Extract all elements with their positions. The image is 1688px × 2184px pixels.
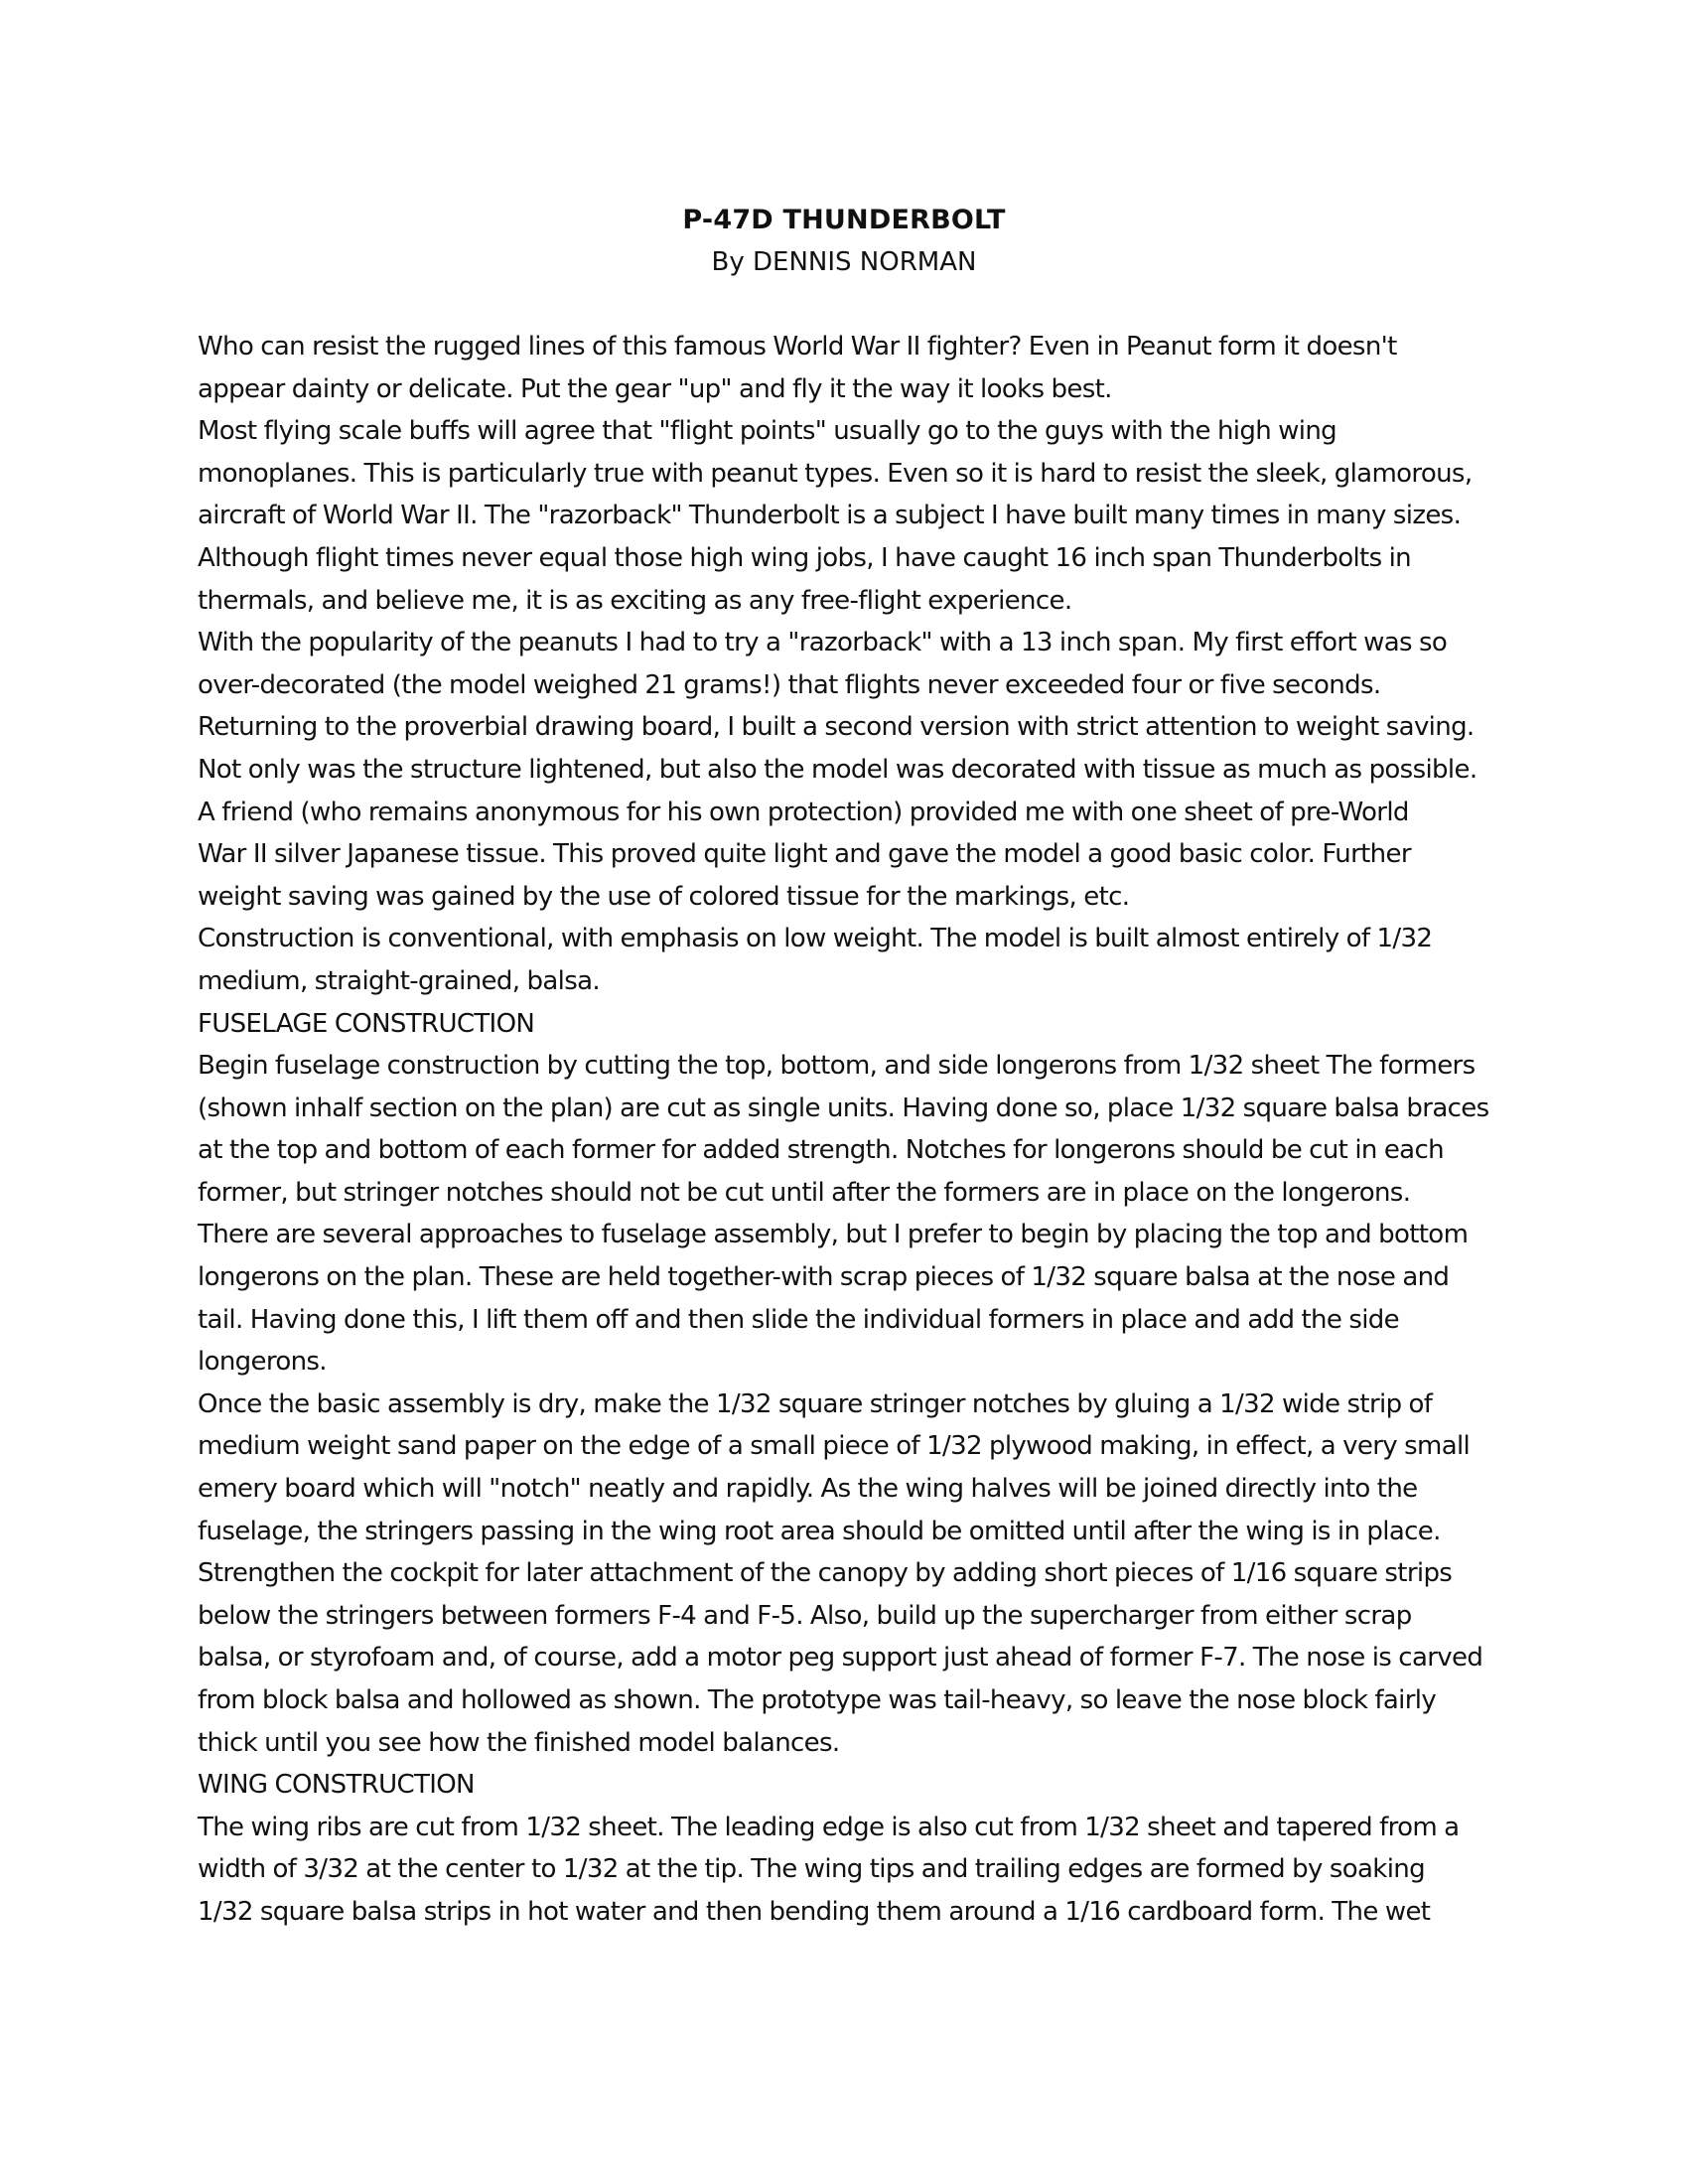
text-line: Construction is conventional, with emphasis on low weight. The model is built almost entirely of 1/32 — [198, 924, 1433, 954]
text-line: emery board which will "notch" neatly and rapidly. As the wing halves will be joined directly into the — [198, 1474, 1418, 1505]
text-line: fuselage, the stringers passing in the wing root area should be omitted until after the wing is in place. — [198, 1516, 1441, 1546]
text-line: appear dainty or delicate. Put the gear "up" and fly it the way it looks best. — [198, 373, 1112, 404]
text-line: thermals, and believe me, it is as exciting as any free-flight experience. — [198, 585, 1072, 616]
document-byline: By DENNIS NORMAN — [711, 247, 977, 277]
text-line: Although flight times never equal those high wing jobs, I have caught 16 inch span Thunderbolts in — [198, 542, 1412, 573]
document-header — [0, 200, 1688, 283]
text-line: width of 3/32 at the center to 1/32 at the tip. The wing tips and trailing edges are formed by soaking — [198, 1854, 1425, 1885]
text-line: tail. Having done this, I lift them off and then slide the individual formers in place and add the side — [198, 1304, 1400, 1335]
text-line: Not only was the structure lightened, but also the model was decorated with tissue as much as possible. — [198, 754, 1477, 785]
text-line: With the popularity of the peanuts I had to try a "razorback" with a 13 inch span. My first effort was so — [198, 628, 1448, 658]
text-line: FUSELAGE CONSTRUCTION — [198, 1008, 535, 1039]
document-body — [198, 326, 1498, 1934]
text-line: weight saving was gained by the use of colored tissue for the markings, etc. — [198, 881, 1130, 912]
text-line: longerons on the plan. These are held together-with scrap pieces of 1/32 square balsa at the nose and — [198, 1262, 1450, 1293]
text-line: The wing ribs are cut from 1/32 sheet. The leading edge is also cut from 1/32 sheet and tapered from a — [198, 1812, 1460, 1842]
text-line: over-decorated (the model weighed 21 grams!) that flights never exceeded four or five seconds. — [198, 669, 1381, 700]
text-line: longerons. — [198, 1347, 327, 1378]
text-line: Returning to the proverbial drawing board, I built a second version with strict attention to weight saving. — [198, 712, 1475, 743]
text-line: monoplanes. This is particularly true with peanut types. Even so it is hard to resist the sleek, glamorous, — [198, 458, 1473, 489]
text-line: from block balsa and hollowed as shown. The prototype was tail-heavy, so leave the nose block fairly — [198, 1685, 1437, 1715]
text-line: War II silver Japanese tissue. This proved quite light and gave the model a good basic color. Further — [198, 839, 1411, 870]
text-line: medium, straight-grained, balsa. — [198, 965, 600, 996]
text-line: at the top and bottom of each former for added strength. Notches for longerons should be cut in each — [198, 1135, 1444, 1166]
document-title: P-47D THUNDERBOLT — [682, 205, 1006, 235]
text-line: Most flying scale buffs will agree that "flight points" usually go to the guys with the high wing — [198, 416, 1337, 447]
text-line: medium weight sand paper on the edge of a small piece of 1/32 plywood making, in effect, a very small — [198, 1431, 1471, 1462]
text-line: aircraft of World War II. The "razorback" Thunderbolt is a subject I have built many times in many sizes. — [198, 501, 1462, 531]
text-line: former, but stringer notches should not be cut until after the formers are in place on the longerons. — [198, 1177, 1411, 1208]
text-line: Strengthen the cockpit for later attachment of the canopy by adding short pieces of 1/16 square strips — [198, 1558, 1453, 1589]
text-line: below the stringers between formers F-4 and F-5. Also, build up the supercharger from either scrap — [198, 1600, 1412, 1631]
text-line: balsa, or styrofoam and, of course, add a motor peg support just ahead of former F-7. The nose is carved — [198, 1643, 1483, 1674]
text-line: Who can resist the rugged lines of this famous World War II fighter? Even in Peanut form it doesn't — [198, 332, 1397, 362]
text-line: thick until you see how the finished model balances. — [198, 1727, 840, 1758]
text-line: WING CONSTRUCTION — [198, 1770, 475, 1801]
text-line: Once the basic assembly is dry, make the 1/32 square stringer notches by gluing a 1/32 wide strip of — [198, 1388, 1433, 1419]
text-line: Begin fuselage construction by cutting the top, bottom, and side longerons from 1/32 sheet The formers — [198, 1051, 1476, 1082]
text-line: 1/32 square balsa strips in hot water and then bending them around a 1/16 cardboard form. The wet — [198, 1896, 1431, 1927]
text-line: A friend (who remains anonymous for his own protection) provided me with one sheet of pre-World — [198, 797, 1409, 827]
text-line: (shown inhalf section on the plan) are cut as single units. Having done so, place 1/32 square balsa braces — [198, 1092, 1489, 1123]
text-line: There are several approaches to fuselage assembly, but I prefer to begin by placing the top and bottom — [198, 1220, 1469, 1250]
